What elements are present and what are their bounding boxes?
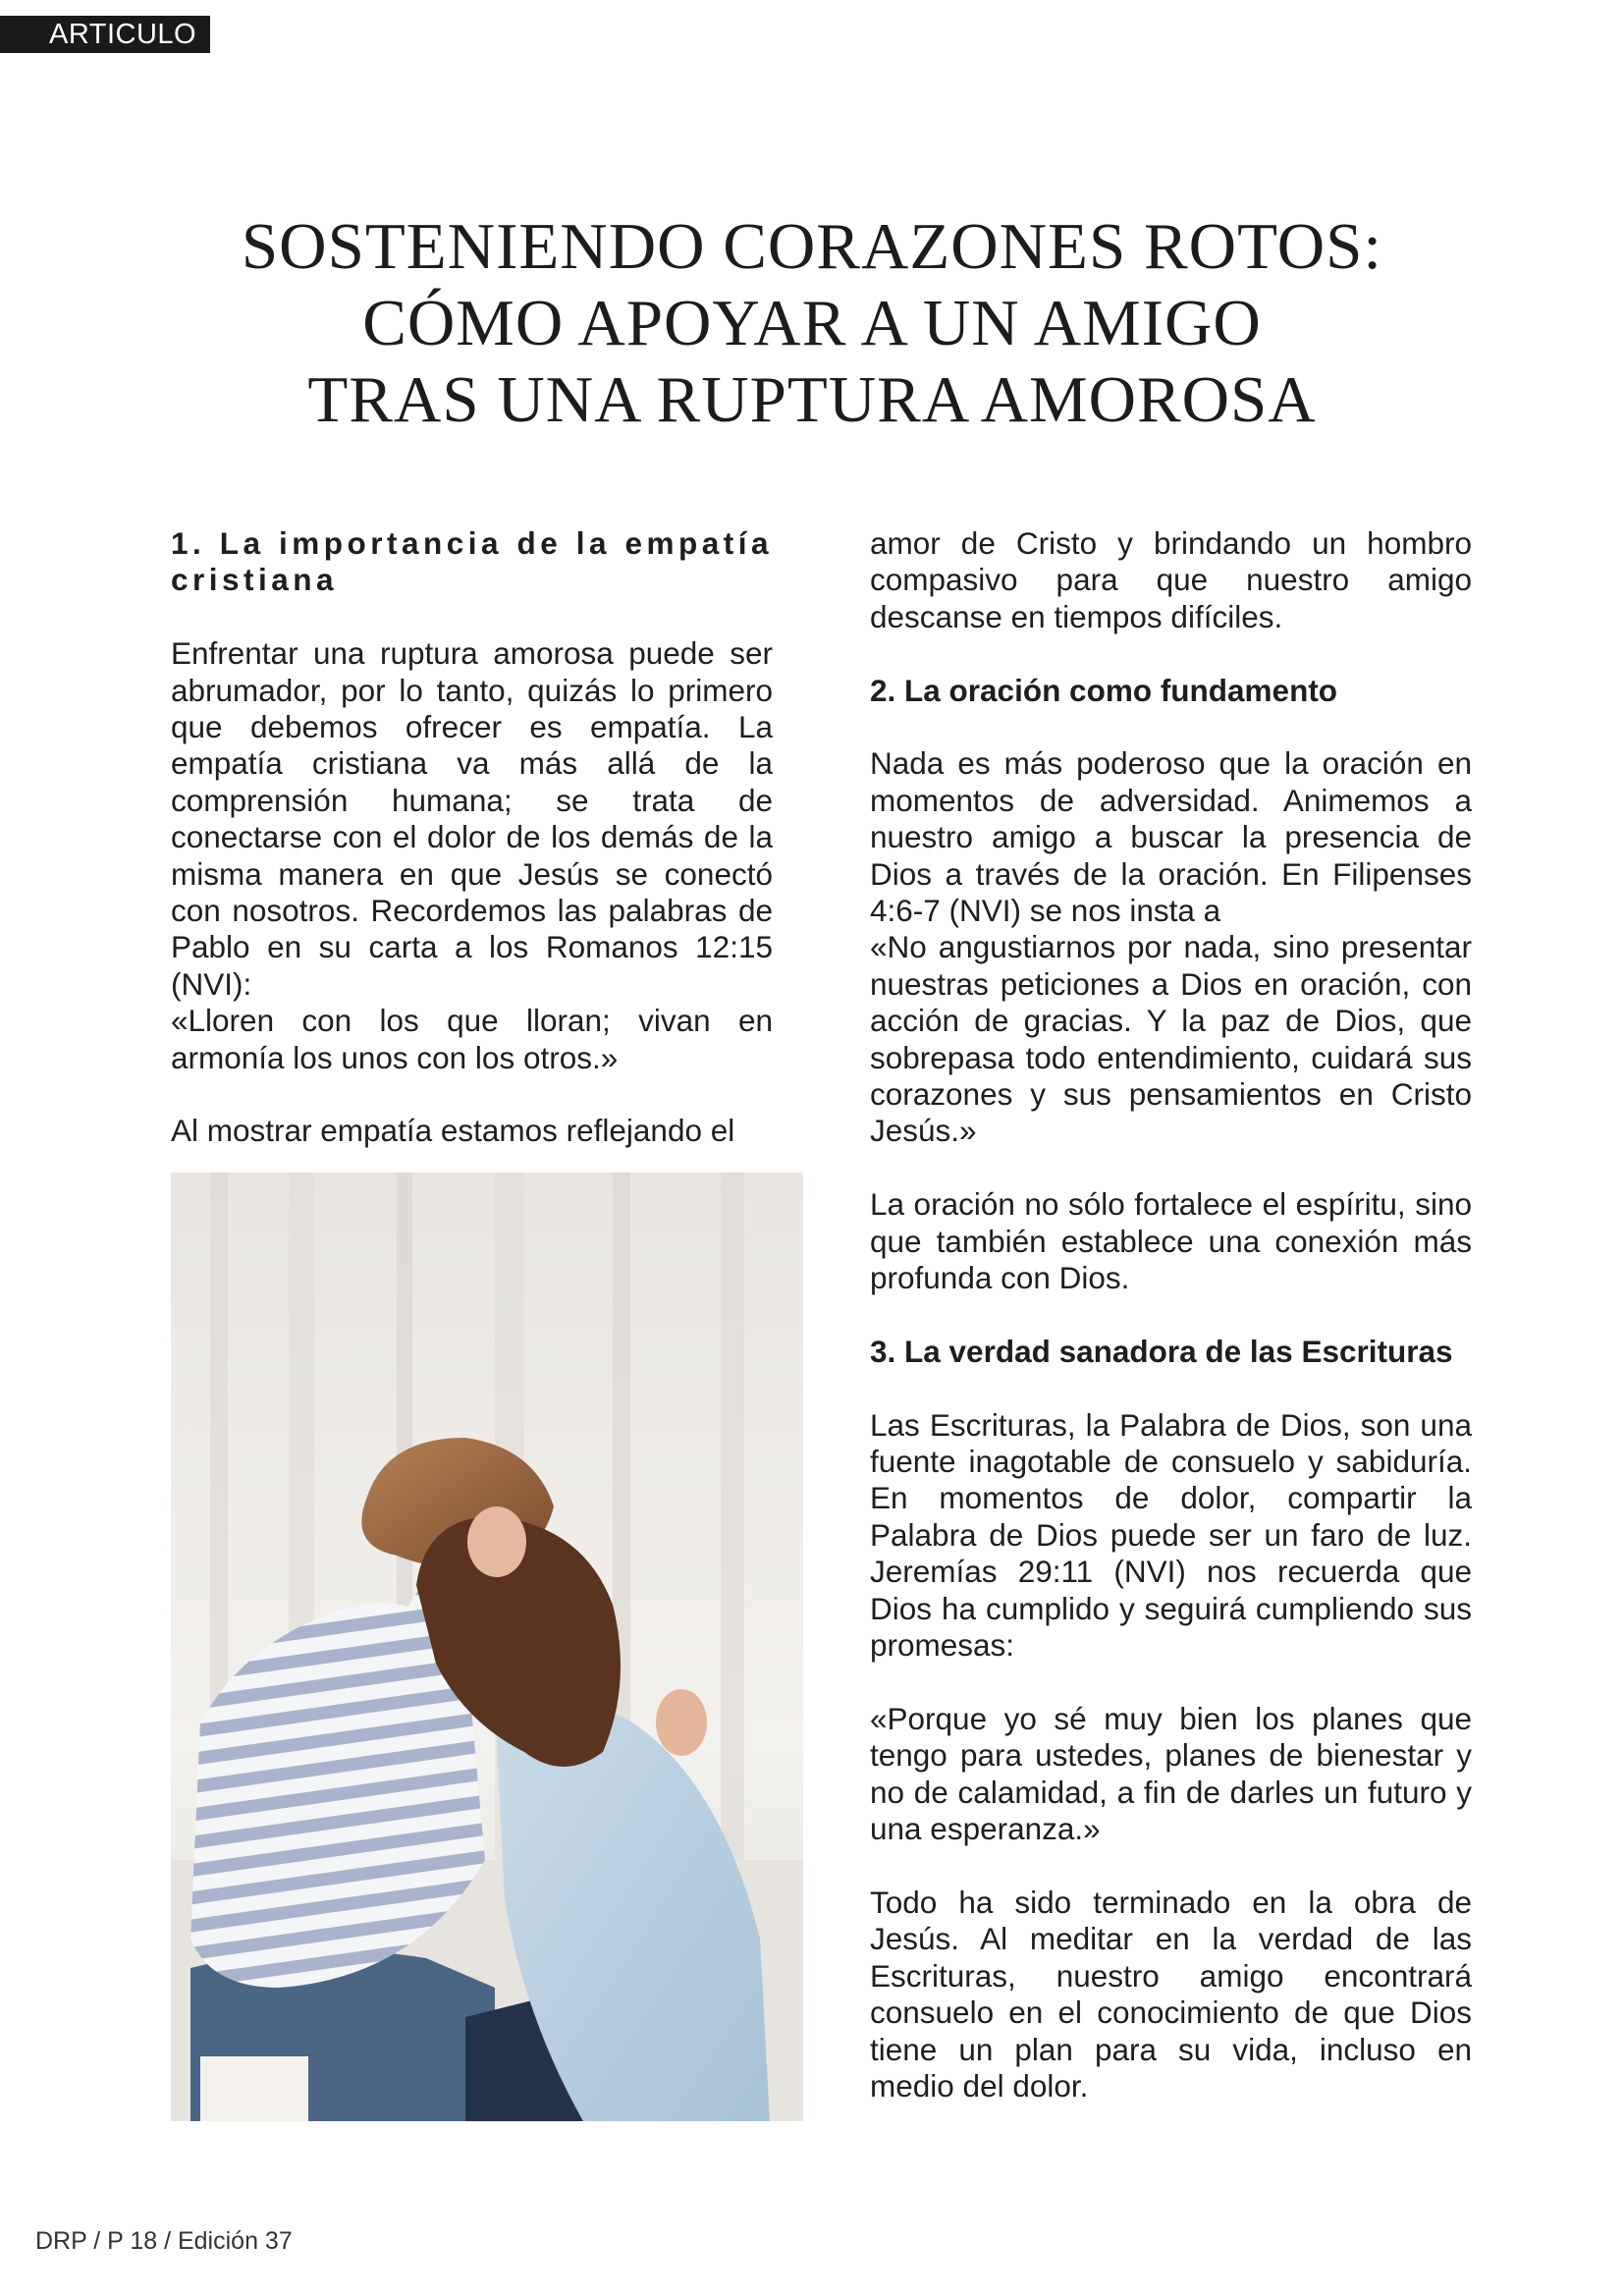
section-tag: ARTICULO <box>0 16 210 53</box>
left-column <box>171 525 773 1150</box>
quote-jeremiah: «Porque yo sé muy bien los planes que tengo para ustedes, planes de bienestar y no de calamidad, a fin de darles un futuro y una esperanza.» <box>870 1700 1472 1847</box>
title-line-3: TRAS UNA RUPTURA AMOROSA <box>307 363 1317 436</box>
article-photo <box>171 1173 803 2121</box>
page-footer: DRP / P 18 / Edición 37 <box>35 2227 293 2255</box>
title-line-2: CÓMO APOYAR A UN AMIGO <box>362 287 1262 359</box>
quote-philippians: «No angustiarnos por nada, sino presentar nuestras peticiones a Dios en oración, con acción de gracias. Y la paz de Dios, que sobrepasa todo entendimiento, cuidará sus corazones y sus pensamientos en Cristo Jesús.» <box>870 929 1472 1149</box>
title-line-1: SOSTENIENDO CORAZONES ROTOS: <box>241 210 1383 283</box>
paragraph-prayer: Nada es más poderoso que la oración en momentos de adversidad. Animemos a nuestro amigo a buscar la presencia de Dios a través de la oración. En Filipenses 4:6-7 (NVI) se nos insta a <box>870 745 1472 929</box>
paragraph-conclusion: Todo ha sido terminado en la obra de Jesús. Al meditar en la verdad de las Escrituras, nuestro amigo encontrará consuelo en el conocimiento de que Dios tiene un plan para su vida, incluso en medio del dolor. <box>870 1884 1472 2104</box>
paragraph-empathy-continued: Al mostrar empatía estamos reflejando el <box>171 1113 735 1149</box>
paragraph-empathy: Enfrentar una ruptura amorosa puede ser abrumador, por lo tanto, quizás lo primero que debemos ofrecer es empatía. La empatía cristiana va más allá de la comprensión humana; se trata de conectarse con el dolor de los demás de la misma manera en que Jesús se conectó con nosotros. Recordemos las palabras de Pablo en su carta a los Romanos 12:15 (NVI): <box>171 635 773 1002</box>
paragraph-scriptures: Las Escrituras, la Palabra de Dios, son una fuente inagotable de consuelo y sabiduría. En momentos de dolor, compartir la Palabra de Dios puede ser un faro de luz. Jeremías 29:11 (NVI) nos recuerda que Dios ha cumplido y seguirá cumpliendo sus promesas: <box>870 1406 1472 1664</box>
heading-scriptures: 3. La verdad sanadora de las Escrituras <box>870 1333 1453 1369</box>
right-column <box>870 525 1472 2105</box>
paragraph-prayer-strength: La oración no sólo fortalece el espíritu, sino que también establece una conexión más profunda con Dios. <box>870 1186 1472 1296</box>
heading-empathy: 1. La importancia de la empatía cristiana <box>171 525 773 598</box>
heading-prayer: 2. La oración como fundamento <box>870 672 1338 708</box>
quote-romans: «Lloren con los que lloran; vivan en armonía los unos con los otros.» <box>171 1003 773 1075</box>
paragraph-empathy-end: amor de Cristo y brindando un hombro compasivo para que nuestro amigo descanse en tiempos difíciles. <box>870 525 1472 634</box>
article-title <box>118 208 1506 438</box>
